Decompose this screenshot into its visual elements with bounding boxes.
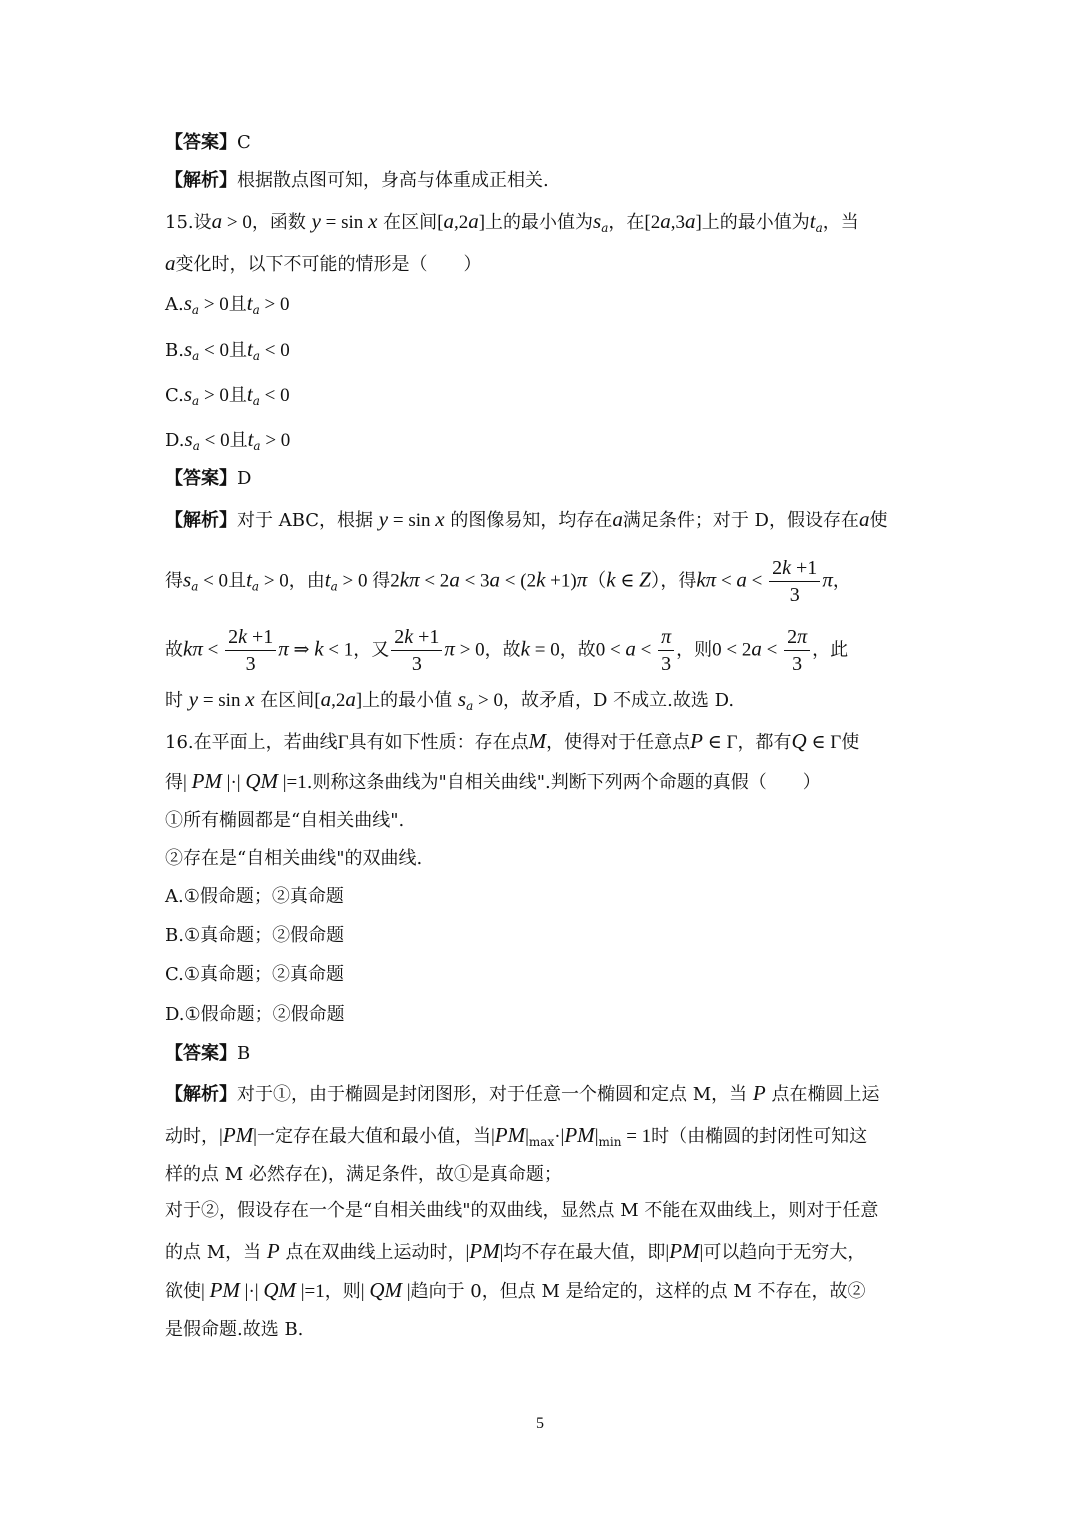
explanation-label: 【解析】 (165, 170, 237, 191)
answer-line-14 (165, 130, 251, 156)
answer-line-16: 【答案】B (165, 1043, 251, 1064)
explanation-15-line-1: 【解析】对于 ABC，根据 y = sin x 的图像易知，均存在a满足条件；对于 D，假设存在a使 (165, 507, 888, 531)
explanation-15-line-2: 得$s_a < 0$且$t_a > 0$，由$t_a > 0$ 得2kπ < 2a < 3a < (2k +1)π（k ∈ Z），得kπ < a < $\frac{2k +1}{3}$ π， (165, 557, 851, 606)
question-16-line-1: 16.在平面上，若曲线Γ具有如下性质：存在点M，使得对于任意点P ∈ Γ，都有Q ∈ Γ使 (165, 729, 860, 753)
option-15-d: $D.s_a < 0$且$t_a > 0$ (165, 427, 291, 453)
question-15-line-2: a变化时，以下不可能的情形是（ ） (165, 251, 482, 275)
explanation-16-line-1: 【解析】对于①，由于椭圆是封闭图形，对于任意一个椭圆和定点 M，当 P 点在椭圆上运 (165, 1081, 880, 1105)
option-15-b: $B.s_a < 0$且$t_a < 0$ (165, 337, 290, 363)
option-16-a: A.①假命题；②真命题 (165, 886, 344, 907)
explanation-16-line-3: 样的点 M 必然存在)，满足条件，故①是真命题； (165, 1164, 562, 1185)
explanation-16-line-5: 的点 M，当 P 点在双曲线上运动时，|PM|均不存在最大值，即|PM|可以趋向于无穷大， (165, 1239, 866, 1263)
explanation-line-14 (165, 168, 549, 194)
answer-label: 【答案】 (165, 132, 237, 153)
proposition-2: ②存在是“自相关曲线"的双曲线. (165, 848, 423, 869)
question-15-line-1: 15.设a > 0，函数 y = sin x 在区间[a,2a]上的最小值为$s_a$，在[2a,3a]上的最小值为$t_a$，当 (165, 209, 859, 235)
explanation-16-line-6: 欲使| PM |·| QM |=1，则| QM |趋向于 0，但点 M 是给定的，这样的点 M 不存在，故② (165, 1278, 866, 1302)
explanation-15-line-4: 时 y = sin x 在区间[a,2a]上的最小值 $s_a > 0$，故矛盾，D 不成立.故选 D. (165, 687, 735, 713)
option-15-a: $A.s_a > 0$且$t_a > 0$ (165, 291, 290, 317)
answer-line-15: 【答案】D (165, 468, 252, 489)
option-16-b: B.①真命题；②假命题 (165, 925, 345, 946)
explanation-text: 根据散点图可知，身高与体重成正相关. (237, 170, 549, 191)
explanation-16-line-2: 动时，|PM|一定存在最大值和最小值，当$|PM|_{max}\cdot|PM|_{min} = 1$时（由椭圆的封闭性可知这 (165, 1123, 868, 1149)
explanation-16-line-4: 对于②，假设存在一个是“自相关曲线"的双曲线，显然点 M 不能在双曲线上，则对于任意 (165, 1200, 879, 1221)
option-16-d: D.①假命题；②假命题 (165, 1004, 345, 1025)
explanation-15-line-3: 故kπ < $\frac{2k +1}{3}$ π ⇒ k < 1，又 $\frac{2k +1}{3}$ π > 0，故k = 0，故0 < a < $\frac{\pi}{3}$ ，则0 < 2a < $\frac{2\pi}{3}$ ，此 (165, 626, 849, 675)
page-number: 5 (536, 1415, 544, 1432)
option-15-c: $C.s_a > 0$且$t_a < 0$ (165, 382, 290, 408)
option-16-c: C.①真命题；②真命题 (165, 964, 344, 985)
explanation-16-line-7: 是假命题.故选 B. (165, 1319, 304, 1340)
question-16-line-2: 得| PM |·| QM |=1.则称这条曲线为"自相关曲线".判断下列两个命题的真假（ ） (165, 769, 821, 793)
proposition-1: ①所有椭圆都是“自相关曲线". (165, 810, 405, 831)
answer-value: C (237, 132, 251, 153)
